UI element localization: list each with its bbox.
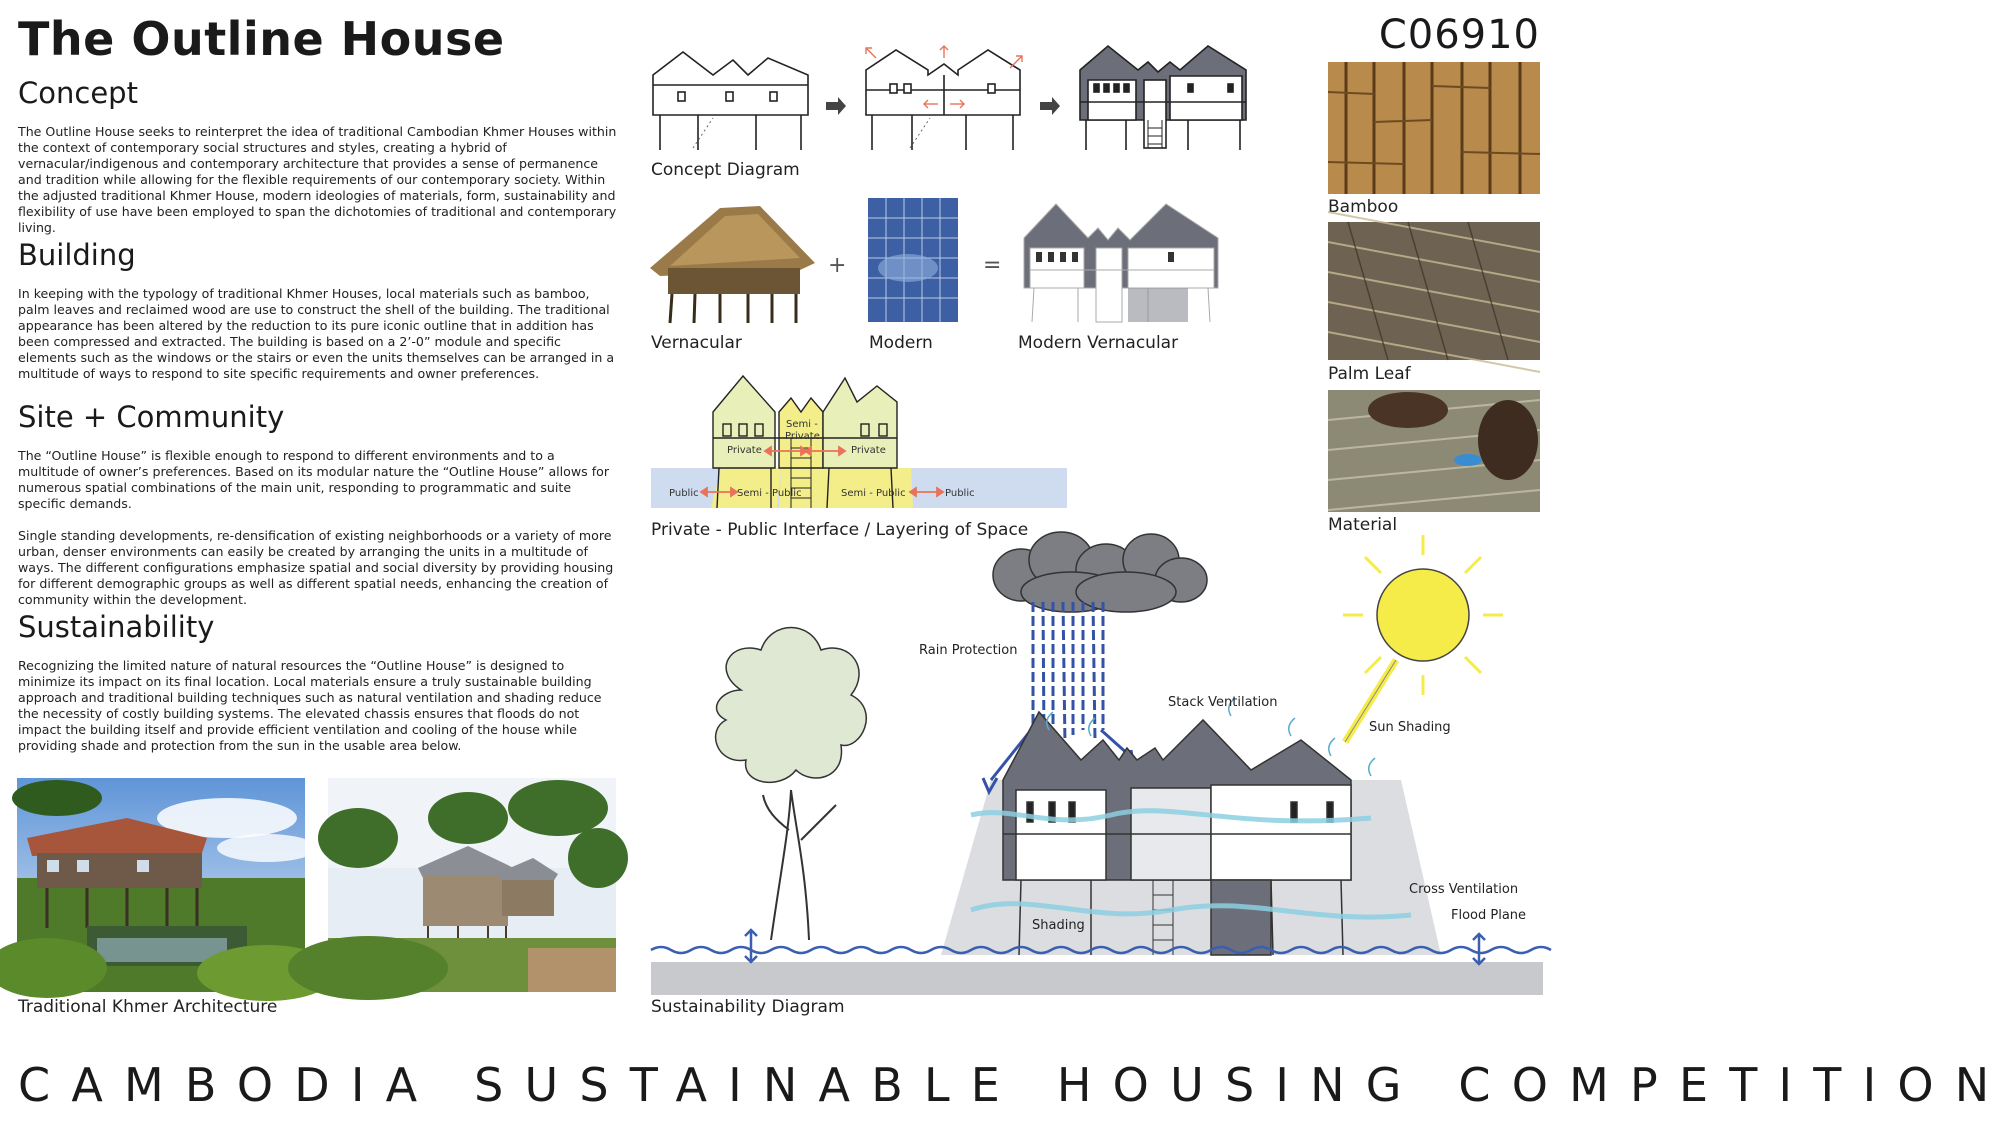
section-heading: Sustainability	[18, 610, 215, 644]
interface-diagram	[651, 372, 1067, 514]
bamboo-photo	[1328, 62, 1540, 194]
equals-operator: =	[983, 253, 1002, 278]
caption-concept-diagram: Concept Diagram	[651, 160, 800, 180]
sustainability-diagram	[651, 530, 1543, 995]
section-text: In keeping with the typology of traditional Khmer Houses, local materials such as bamboo, palm leaves and reclaimed wood are use to construct the shell of the building. The traditional appearance has been altered by the reduction to its pure iconic outline that in addition has been compressed and extracted. The building is based on a 2’-0” module and specific elements such as the windows or the stairs or even the units themselves can be arranged in a multitude of ways to respond to site specific requirements and owner preferences.	[18, 286, 615, 381]
section-text: The “Outline House” is flexible enough to respond to different environments and to a multitude of owner’s preferences. Based on its modular nature the “Outline House” allows for numerous spatial combinations of the main unit, responding to programmatic and suite specific demands.	[18, 448, 610, 511]
section-heading: Building	[18, 238, 136, 272]
label-public-left: Public	[669, 488, 699, 499]
modern-building-image	[868, 198, 958, 322]
palm-leaf-photo	[1328, 222, 1540, 360]
label-semi-public-right: Semi - Public	[841, 488, 906, 499]
label-private-right: Private	[851, 445, 886, 456]
caption-material: Material	[1328, 515, 1398, 535]
entry-code: C06910	[1378, 12, 1540, 58]
label-shading: Shading	[1032, 918, 1085, 933]
section-site-community	[18, 400, 618, 608]
modern-vernacular-image	[1018, 198, 1226, 326]
caption-vernacular: Vernacular	[651, 333, 742, 353]
label-stack-ventilation: Stack Ventilation	[1168, 695, 1278, 710]
caption-traditional: Traditional Khmer Architecture	[18, 997, 278, 1017]
caption-interface: Private - Public Interface / Layering of Space	[651, 520, 1029, 540]
label-semi-public-left: Semi - Public	[737, 488, 802, 499]
section-sustainability	[18, 610, 618, 754]
section-text: Recognizing the limited nature of natural resources the “Outline House” is designed to minimize its impact on its final location. Local materials ensure a truly sustainable building approach and traditional building techniques such as natural ventilation and shading reduce the necessity of costly building systems. The elevated chassis ensures that floods do not impact the building itself and provide efficient ventilation and cooling of the house while providing shade and protection from the sun in the usable area below.	[18, 658, 602, 753]
label-semi-private-2: Private	[785, 431, 820, 442]
label-semi-private: Semi -	[786, 419, 818, 430]
plus-operator: +	[828, 253, 847, 278]
khmer-house-photo-1	[17, 778, 305, 992]
section-concept	[18, 76, 618, 236]
section-heading: Site + Community	[18, 400, 285, 434]
section-text: Single standing developments, re-densification of existing neighborhoods or a variety of more urban, denser environments can easily be created by arranging the units in a multitude of ways. The different configurations emphasize spatial and social diversity by providing housing for different demographic groups as well as different spatial needs, enhancing the creation of community within the development.	[18, 528, 614, 607]
label-rain-protection: Rain Protection	[919, 643, 1018, 658]
material-photo	[1328, 390, 1540, 512]
label-public-right: Public	[945, 488, 975, 499]
section-heading: Concept	[18, 76, 138, 110]
concept-diagram	[648, 40, 1258, 158]
vernacular-house-image	[650, 198, 820, 328]
caption-modern: Modern	[869, 333, 933, 353]
label-flood-plane: Flood Plane	[1451, 908, 1527, 923]
label-cross-ventilation: Cross Ventilation	[1409, 882, 1519, 897]
khmer-house-photo-2	[328, 778, 616, 992]
caption-bamboo: Bamboo	[1328, 197, 1399, 217]
section-text: The Outline House seeks to reinterpret the idea of traditional Cambodian Khmer Houses within the context of contemporary social structures and styles, creating a hybrid of vernacular/indigenous and contemporary architecture that provides a sense of permanence and tradition while allowing for the flexible requirements of our contemporary society. Within the adjusted traditional Khmer House, modern ideologies of materials, form, sustainability and flexibility of use have been employed to span the dichotomies of traditional and contemporary living.	[18, 124, 617, 235]
caption-palm-leaf: Palm Leaf	[1328, 364, 1411, 384]
competition-title: CAMBODIA SUSTAINABLE HOUSING COMPETITION	[18, 1058, 2010, 1112]
caption-modern-vernacular: Modern Vernacular	[1018, 333, 1179, 353]
label-private-left: Private	[727, 445, 762, 456]
page-title: The Outline House	[18, 12, 505, 66]
section-building	[18, 238, 618, 382]
label-sun-shading: Sun Shading	[1369, 720, 1451, 735]
caption-sustainability: Sustainability Diagram	[651, 997, 845, 1017]
